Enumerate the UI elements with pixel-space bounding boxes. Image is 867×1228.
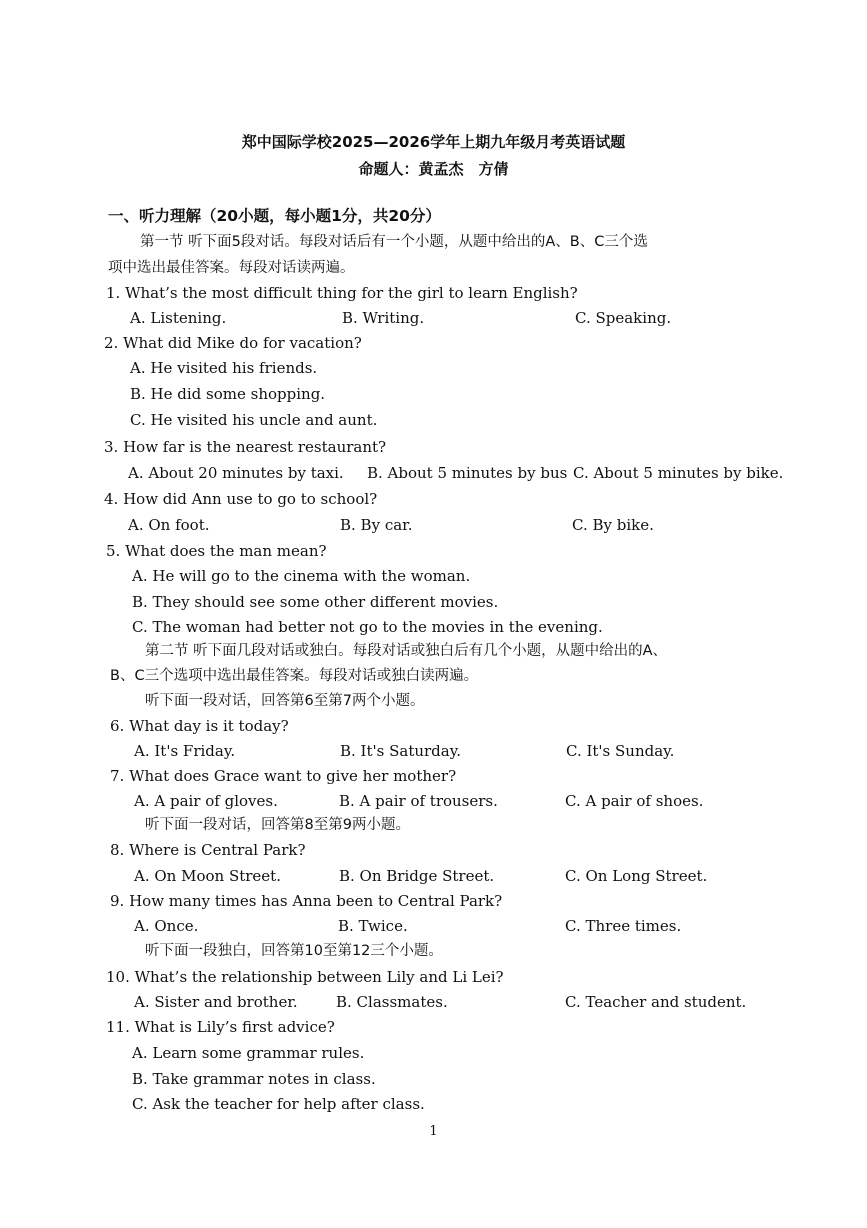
q6-option-b: B. It's Saturday. bbox=[340, 742, 461, 760]
instruction-q10-q12: 听下面一段独白，回答第10至第12三个小题。 bbox=[145, 943, 443, 959]
q9-option-c: C. Three times. bbox=[565, 917, 682, 935]
q9-option-b: B. Twice. bbox=[338, 917, 408, 935]
question-2: 2. What did Mike do for vacation? bbox=[104, 334, 362, 352]
part1-instruction-line1: 第一节 听下面5段对话。每段对话后有一个小题，从题中给出的A、B、C三个选 bbox=[140, 234, 648, 250]
question-10: 10. What’s the relationship between Lily and Li Lei? bbox=[106, 968, 504, 986]
q4-option-a: A. On foot. bbox=[128, 516, 210, 534]
page-number: 1 bbox=[429, 1124, 438, 1139]
exam-authors: 命题人：黄孟杰 方倩 bbox=[358, 160, 509, 178]
q10-option-c: C. Teacher and student. bbox=[565, 993, 747, 1011]
q10-option-b: B. Classmates. bbox=[336, 993, 448, 1011]
exam-title: 郑中国际学校2025—2026学年上期九年级月考英语试题 bbox=[241, 133, 626, 151]
part2-instruction-line2: B、C三个选项中选出最佳答案。每段对话或独白读两遍。 bbox=[110, 668, 479, 684]
q7-option-a: A. A pair of gloves. bbox=[134, 792, 278, 810]
part2-instruction-line1: 第二节 听下面几段对话或独白。每段对话或独白后有几个小题，从题中给出的A、 bbox=[145, 643, 668, 659]
q4-option-c: C. By bike. bbox=[572, 516, 654, 534]
question-6: 6. What day is it today? bbox=[110, 717, 289, 735]
q6-option-c: C. It's Sunday. bbox=[566, 742, 675, 760]
q1-option-c: C. Speaking. bbox=[575, 309, 672, 327]
q3-option-c: C. About 5 minutes by bike. bbox=[573, 464, 784, 482]
instruction-q6-q7: 听下面一段对话，回答第6至第7两个小题。 bbox=[145, 693, 425, 709]
q2-option-a: A. He visited his friends. bbox=[130, 359, 318, 377]
q7-option-b: B. A pair of trousers. bbox=[339, 792, 498, 810]
q9-option-a: A. Once. bbox=[134, 917, 199, 935]
q11-option-c: C. Ask the teacher for help after class. bbox=[132, 1095, 425, 1113]
q1-option-b: B. Writing. bbox=[342, 309, 425, 327]
q8-option-a: A. On Moon Street. bbox=[134, 867, 281, 885]
part1-instruction-line2: 项中选出最佳答案。每段对话读两遍。 bbox=[108, 260, 355, 276]
q3-option-b: B. About 5 minutes by bus bbox=[367, 464, 568, 482]
q5-option-c: C. The woman had better not go to the movies in the evening. bbox=[132, 618, 603, 636]
q8-option-b: B. On Bridge Street. bbox=[339, 867, 495, 885]
question-8: 8. Where is Central Park? bbox=[110, 841, 306, 859]
question-7: 7. What does Grace want to give her mother? bbox=[110, 767, 457, 785]
q7-option-c: C. A pair of shoes. bbox=[565, 792, 704, 810]
q2-option-c: C. He visited his uncle and aunt. bbox=[130, 411, 378, 429]
q8-option-c: C. On Long Street. bbox=[565, 867, 708, 885]
instruction-q8-q9: 听下面一段对话，回答第8至第9两小题。 bbox=[145, 817, 410, 833]
q6-option-a: A. It's Friday. bbox=[134, 742, 236, 760]
q5-option-a: A. He will go to the cinema with the woman. bbox=[132, 567, 471, 585]
q11-option-a: A. Learn some grammar rules. bbox=[132, 1044, 365, 1062]
q3-option-a: A. About 20 minutes by taxi. bbox=[128, 464, 344, 482]
q4-option-b: B. By car. bbox=[340, 516, 413, 534]
section-heading: 一、听力理解（20小题，每小题1分，共20分） bbox=[108, 207, 441, 225]
question-9: 9. How many times has Anna been to Central Park? bbox=[110, 892, 503, 910]
q5-option-b: B. They should see some other different movies. bbox=[132, 593, 499, 611]
question-5: 5. What does the man mean? bbox=[106, 542, 327, 560]
q10-option-a: A. Sister and brother. bbox=[134, 993, 298, 1011]
question-1: 1. What’s the most difficult thing for the girl to learn English? bbox=[106, 284, 578, 302]
question-4: 4. How did Ann use to go to school? bbox=[104, 490, 378, 508]
q2-option-b: B. He did some shopping. bbox=[130, 385, 326, 403]
q11-option-b: B. Take grammar notes in class. bbox=[132, 1070, 376, 1088]
question-11: 11. What is Lily’s first advice? bbox=[106, 1018, 335, 1036]
question-3: 3. How far is the nearest restaurant? bbox=[104, 438, 387, 456]
q1-option-a: A. Listening. bbox=[130, 309, 227, 327]
